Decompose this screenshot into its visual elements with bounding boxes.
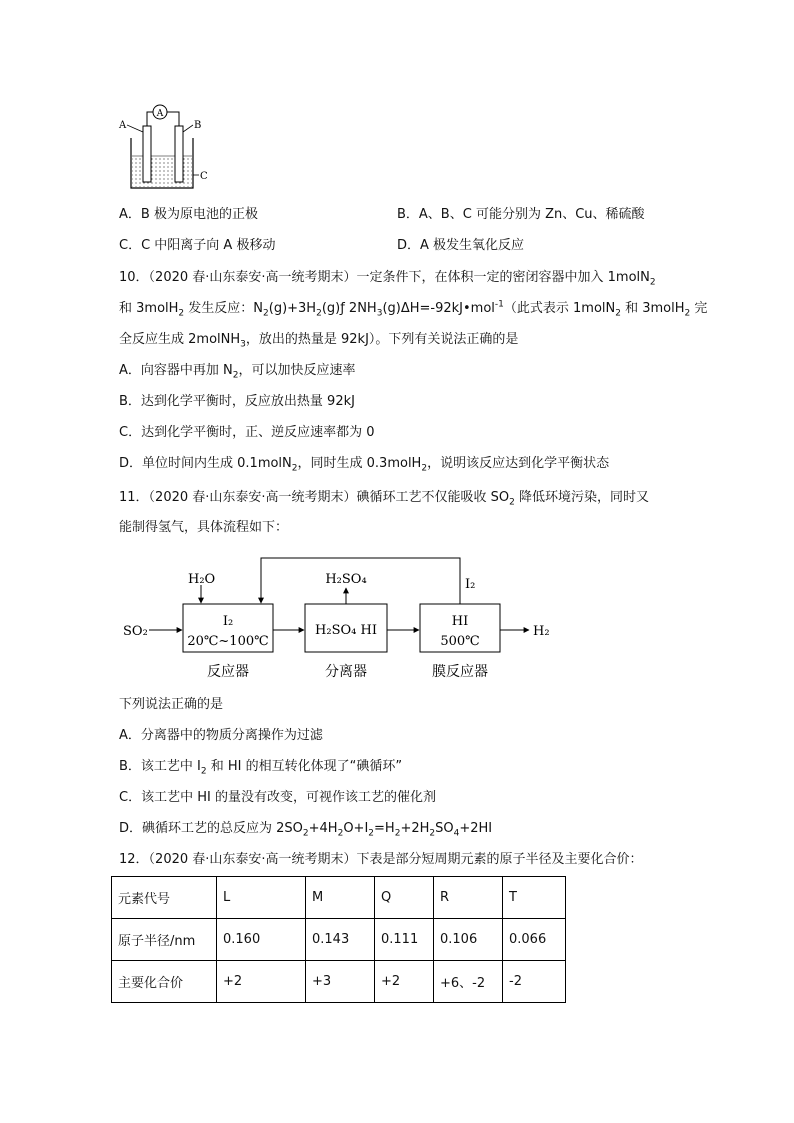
reactor-i2: I₂ bbox=[222, 614, 234, 629]
table-cell: 元素代号 bbox=[112, 877, 217, 919]
q10-option-c: C．达到化学平衡时，正、逆反应速率都为 0 bbox=[119, 425, 375, 440]
table-cell: 0.066 bbox=[503, 919, 566, 961]
table-cell: +2 bbox=[217, 961, 306, 1003]
table-cell: 0.106 bbox=[434, 919, 503, 961]
table-cell: +3 bbox=[306, 961, 375, 1003]
table-cell: T bbox=[503, 877, 566, 919]
table-cell: -2 bbox=[503, 961, 566, 1003]
iodine-cycle-flowchart bbox=[115, 552, 565, 687]
reactor-temp: 20℃~100℃ bbox=[187, 634, 269, 649]
q10-stem-line1: 10．（2020 春·山东泰安·高一统考期末）一定条件下，在体积一定的密闭容器中加入 1molN$_2$ bbox=[119, 270, 656, 288]
q10-option-d: D．单位时间内生成 0.1molN$_2$，同时生成 0.3molH$_2$，说明该反应达到化学平衡状态 bbox=[119, 456, 610, 474]
element-table bbox=[111, 876, 566, 1003]
so2-label: SO₂ bbox=[123, 624, 148, 639]
table-row bbox=[112, 919, 566, 961]
table-row bbox=[112, 961, 566, 1003]
separator-caption: 分离器 bbox=[325, 664, 367, 680]
wire-left bbox=[147, 112, 153, 126]
q9-option-d: D．A 极发生氧化反应 bbox=[397, 238, 525, 253]
h2so4-out-label: H₂SO₄ bbox=[325, 572, 367, 587]
table-cell: +2 bbox=[375, 961, 434, 1003]
q9-option-b: B．A、B、C 可能分别为 Zn、Cu、稀硫酸 bbox=[397, 207, 645, 222]
table-cell: Q bbox=[375, 877, 434, 919]
table-cell: R bbox=[434, 877, 503, 919]
q11-stem-line2: 能制得氢气，具体流程如下： bbox=[119, 520, 289, 535]
table-cell: M bbox=[306, 877, 375, 919]
q9-option-a: A．B 极为原电池的正极 bbox=[119, 207, 258, 222]
q10-option-b: B．达到化学平衡时，反应放出热量 92kJ bbox=[119, 394, 355, 409]
wire-right bbox=[167, 112, 179, 126]
electrode-b bbox=[175, 126, 183, 182]
q11-stem-line1: 11．（2020 春·山东泰安·高一统考期末）碘循环工艺不仅能吸收 $SO_2$ 降低环境污染，同时又 bbox=[119, 490, 650, 508]
q11-option-d: D．碘循环工艺的总反应为 $2SO_2+4H_2O+I_2=H_2+2H_2SO_4+2HI$ bbox=[119, 821, 493, 839]
electrode-a bbox=[143, 126, 151, 182]
i2-return-label: I₂ bbox=[465, 577, 476, 592]
h2-label: H₂ bbox=[533, 624, 550, 639]
label-c: C bbox=[200, 171, 208, 182]
ammeter-label: A bbox=[156, 109, 164, 119]
table-cell: 原子半径/nm bbox=[112, 919, 217, 961]
label-a: A bbox=[119, 120, 127, 131]
label-b: B bbox=[194, 120, 202, 131]
q11-option-a: A．分离器中的物质分离操作为过滤 bbox=[119, 728, 323, 743]
table-cell: 0.143 bbox=[306, 919, 375, 961]
separator-contents: H₂SO₄ HI bbox=[315, 623, 377, 638]
q11-option-c: C．该工艺中 HI 的量没有改变，可视作该工艺的催化剂 bbox=[119, 790, 436, 805]
q11-question: 下列说法正确的是 bbox=[119, 697, 224, 712]
reactor-caption: 反应器 bbox=[207, 664, 249, 680]
q12-stem: 12．（2020 春·山东泰安·高一统考期末）下表是部分短周期元素的原子半径及主要化合价： bbox=[119, 852, 643, 867]
table-cell: L bbox=[217, 877, 306, 919]
table-cell: 0.111 bbox=[375, 919, 434, 961]
q10-stem-line3: 全反应生成 2molNH$_3$，放出的热量是 92kJ）。下列有关说法正确的是 bbox=[119, 332, 519, 350]
q11-option-b: B．该工艺中 $I_2$ 和 HI 的相互转化体现了“碘循环” bbox=[119, 759, 403, 777]
q10-option-a: A．向容器中再加 $N_2$，可以加快反应速率 bbox=[119, 363, 356, 381]
h2o-label: H₂O bbox=[188, 572, 216, 587]
table-row bbox=[112, 877, 566, 919]
q10-stem-line2: 和 3molH$_2$ 发生反应：$N_2(g)+3H_2(g)ƒ$ $2NH_3(g)\Delta H=-92kJ•mol^{-1}$（此式表示 1molN$_2$ 和 3molH$_2$ 完 bbox=[119, 299, 708, 319]
galvanic-cell-diagram bbox=[115, 98, 215, 194]
membrane-temp: 500℃ bbox=[440, 634, 480, 649]
table-cell: +6、-2 bbox=[434, 961, 503, 1003]
table-cell: 主要化合价 bbox=[112, 961, 217, 1003]
membrane-hi: HI bbox=[451, 614, 469, 629]
membrane-caption: 膜反应器 bbox=[432, 664, 488, 680]
q9-option-c: C．C 中阳离子向 A 极移动 bbox=[119, 238, 276, 253]
table-cell: 0.160 bbox=[217, 919, 306, 961]
